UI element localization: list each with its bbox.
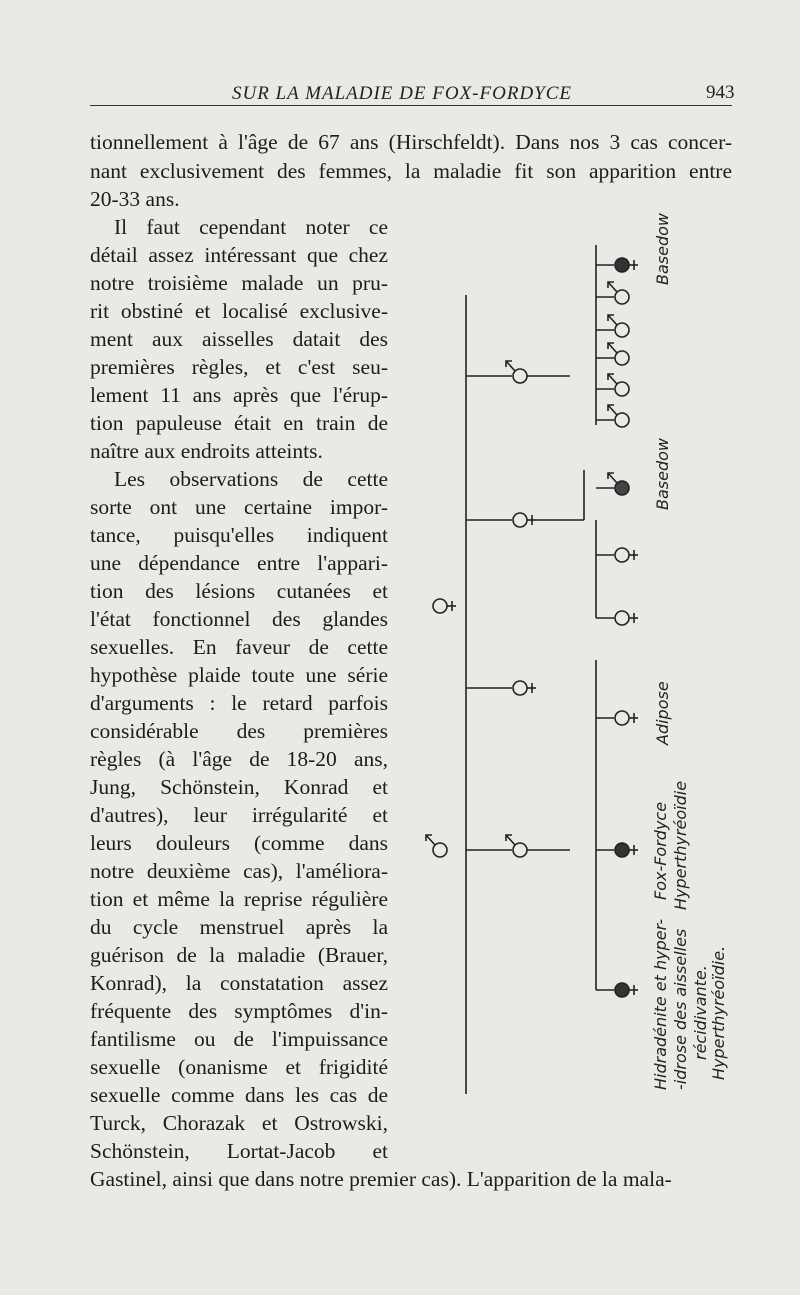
text-line: tionnellement à l'âge de 67 ans (Hirschfeldt). Dans nos 3 cas concer- — [90, 130, 732, 154]
label-recidivante: récidivante. — [691, 965, 710, 1060]
text-line: d'arguments : le retard parfois — [90, 691, 388, 715]
text-line: premières règles, et c'est seu- — [90, 355, 388, 379]
text-line: Gastinel, ainsi que dans notre premier cas). L'apparition de la mala- — [90, 1167, 672, 1191]
male-symbol — [426, 835, 447, 857]
text-line: Les observations de cette — [114, 467, 388, 491]
label-fox-fordyce: Fox-Fordyce — [651, 801, 670, 900]
male-symbol — [608, 405, 629, 427]
text-line: notre troisième malade un pru- — [90, 271, 388, 295]
text-line: rit obstiné et localisé exclusive- — [90, 299, 388, 323]
text-line: notre deuxième cas), l'améliora- — [90, 859, 388, 883]
text-line: fantilisme ou de l'impuissance — [90, 1027, 388, 1051]
running-header-title: SUR LA MALADIE DE FOX-FORDYCE — [232, 83, 573, 104]
label-hyperthyreoidie: Hyperthyréoïdie — [671, 780, 690, 910]
text-line: naître aux endroits atteints. — [90, 439, 323, 463]
text-line: Jung, Schönstein, Konrad et — [90, 775, 388, 799]
text-line: hypothèse plaide toute une série — [90, 663, 388, 687]
affected-male-symbol — [608, 473, 629, 495]
female-symbol — [615, 548, 638, 562]
text-line: du cycle menstruel après la — [90, 915, 388, 939]
text-line: une dépendance entre l'appari- — [90, 551, 388, 575]
label-hidradenite: Hidradénite et hyper- — [651, 918, 670, 1090]
female-symbol — [615, 611, 638, 625]
text-line: tion et même la reprise régulière — [90, 887, 388, 911]
text-line: Il faut cependant noter ce — [114, 215, 388, 239]
male-symbol — [608, 315, 629, 337]
male-symbol — [506, 835, 527, 857]
label-basedow: Basedow — [653, 213, 672, 285]
text-line: leurs douleurs (comme dans — [90, 831, 388, 855]
text-line: nant exclusivement des femmes, la maladie fit son apparition entre — [90, 159, 732, 183]
label-hyperthyreoidie: Hyperthyréoïdie. — [709, 945, 728, 1080]
text-line: 20-33 ans. — [90, 187, 180, 211]
label-basedow: Basedow — [653, 438, 672, 510]
text-line: considérable des premières — [90, 719, 388, 743]
text-line: d'autres), leur irrégularité et — [90, 803, 388, 827]
text-line: tion des lésions cutanées et — [90, 579, 388, 603]
text-line: l'état fonctionnel des glandes — [90, 607, 388, 631]
male-symbol — [608, 282, 629, 304]
text-line: tion papuleuse était en train de — [90, 411, 388, 435]
text-line: sexuelles. En faveur de cette — [90, 635, 388, 659]
text-line: Konrad), la constatation assez — [90, 971, 388, 995]
affected-female-symbol — [615, 983, 638, 997]
affected-female-symbol — [615, 258, 638, 272]
male-symbol — [506, 361, 527, 383]
text-line: lement 11 ans après que l'érup- — [90, 383, 388, 407]
label-adipose: Adipose — [653, 681, 672, 745]
page-number: 943 — [706, 82, 735, 103]
affected-female-symbol — [615, 843, 638, 857]
text-line: guérison de la maladie (Brauer, — [90, 943, 388, 967]
text-line: règles (à l'âge de 18-20 ans, — [90, 747, 388, 771]
text-line: Schönstein, Lortat-Jacob et — [90, 1139, 388, 1163]
female-symbol — [513, 513, 536, 527]
text-line: ment aux aisselles datait des — [90, 327, 388, 351]
text-line: sexuelle (onanisme et frigidité — [90, 1055, 388, 1079]
male-symbol — [608, 374, 629, 396]
text-line: tance, puisqu'elles indiquent — [90, 523, 388, 547]
text-line: fréquente des symptômes d'in- — [90, 999, 388, 1023]
female-symbol — [513, 681, 536, 695]
label-hidradenite: -idrose des aisselles — [671, 928, 690, 1090]
male-symbol — [608, 343, 629, 365]
female-symbol — [615, 711, 638, 725]
text-line: sorte ont une certaine impor- — [90, 495, 388, 519]
text-line: sexuelle comme dans les cas de — [90, 1083, 388, 1107]
female-symbol — [433, 599, 456, 613]
text-line: détail assez intéressant que chez — [90, 243, 388, 267]
text-line: Turck, Chorazak et Ostrowski, — [90, 1111, 388, 1135]
